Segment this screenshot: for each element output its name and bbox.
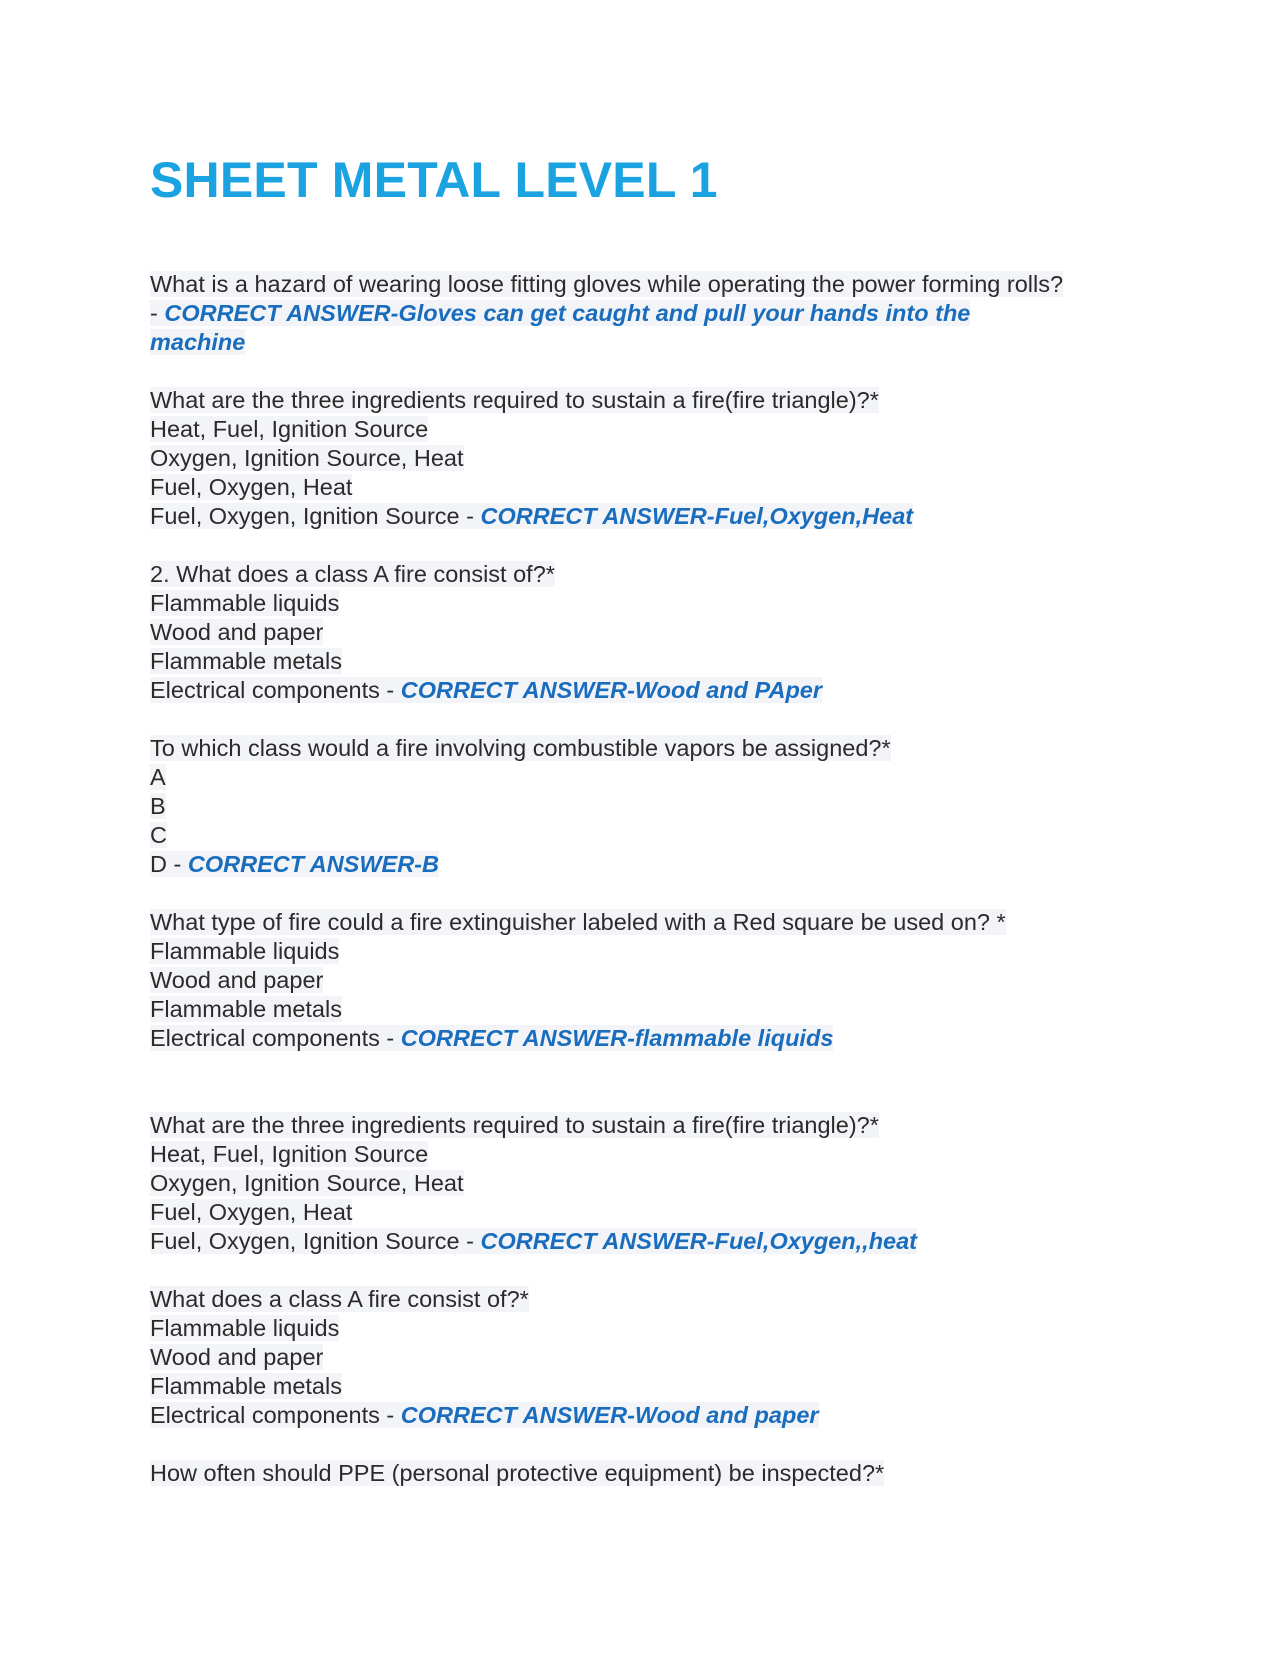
question-text: What are the three ingredients required to sustain a fire(fire triangle)?* [150,1112,879,1138]
question-text: What does a class A fire consist of?* [150,1286,529,1312]
option-text: Heat, Fuel, Ignition Source [150,416,429,442]
answer-separator: - [459,1228,481,1254]
qa-block [150,908,1150,1053]
option-text: Flammable metals [150,1373,342,1399]
option-text: Wood and paper [150,1344,324,1370]
option-text: Fuel, Oxygen, Heat [150,474,353,500]
option-text: Fuel, Oxygen, Ignition Source [150,503,460,529]
option-text: Flammable liquids [150,938,340,964]
option-text: Oxygen, Ignition Source, Heat [150,1170,464,1196]
qa-block [150,1111,1150,1256]
question-text: To which class would a fire involving combustible vapors be assigned?* [150,735,891,761]
question-text: How often should PPE (personal protective equipment) be inspected?* [150,1460,885,1486]
correct-answer: CORRECT ANSWER-B [187,851,439,877]
qa-block [150,270,1150,357]
option-text: Fuel, Oxygen, Ignition Source [150,1228,460,1254]
answer-prefix: - [150,300,165,326]
answer-separator: - [379,677,401,703]
option-text: Flammable metals [150,648,342,674]
qa-block [150,560,1150,705]
answer-separator: - [166,851,188,877]
option-text: Oxygen, Ignition Source, Heat [150,445,464,471]
answer-separator: - [459,503,481,529]
answer-separator: - [379,1402,401,1428]
answer-separator: - [379,1025,401,1051]
option-text: Electrical components [150,1025,380,1051]
option-text: Electrical components [150,677,380,703]
option-text: Wood and paper [150,967,324,993]
question-text: What are the three ingredients required to sustain a fire(fire triangle)?* [150,387,879,413]
option-text: Flammable liquids [150,590,340,616]
document-page [150,148,1150,1517]
document-title: SHEET METAL LEVEL 1 [150,152,718,208]
option-text: A [150,764,166,790]
option-text: Fuel, Oxygen, Heat [150,1199,353,1225]
option-text: D [150,851,167,877]
option-text: C [150,822,167,848]
question-text: 2. What does a class A fire consist of?* [150,561,555,587]
correct-answer: CORRECT ANSWER-Fuel,Oxygen,Heat [480,503,914,529]
qa-block [150,1459,1150,1488]
option-text: B [150,793,166,819]
qa-block [150,1285,1150,1430]
question-text: What type of fire could a fire extinguisher labeled with a Red square be used on? * [150,909,1006,935]
correct-answer: CORRECT ANSWER-flammable liquids [400,1025,834,1051]
option-text: Electrical components [150,1402,380,1428]
option-text: Heat, Fuel, Ignition Source [150,1141,429,1167]
option-text: Flammable metals [150,996,342,1022]
correct-answer: CORRECT ANSWER-Fuel,Oxygen,,heat [480,1228,918,1254]
question-text: What is a hazard of wearing loose fitting gloves while operating the power forming rolls? [150,271,1064,297]
qa-block [150,386,1150,531]
option-text: Flammable liquids [150,1315,340,1341]
correct-answer: CORRECT ANSWER-Gloves can get caught and pull your hands into the machine [150,300,971,355]
correct-answer: CORRECT ANSWER-Wood and paper [400,1402,819,1428]
option-text: Wood and paper [150,619,324,645]
correct-answer: CORRECT ANSWER-Wood and PAper [400,677,823,703]
qa-block [150,734,1150,879]
